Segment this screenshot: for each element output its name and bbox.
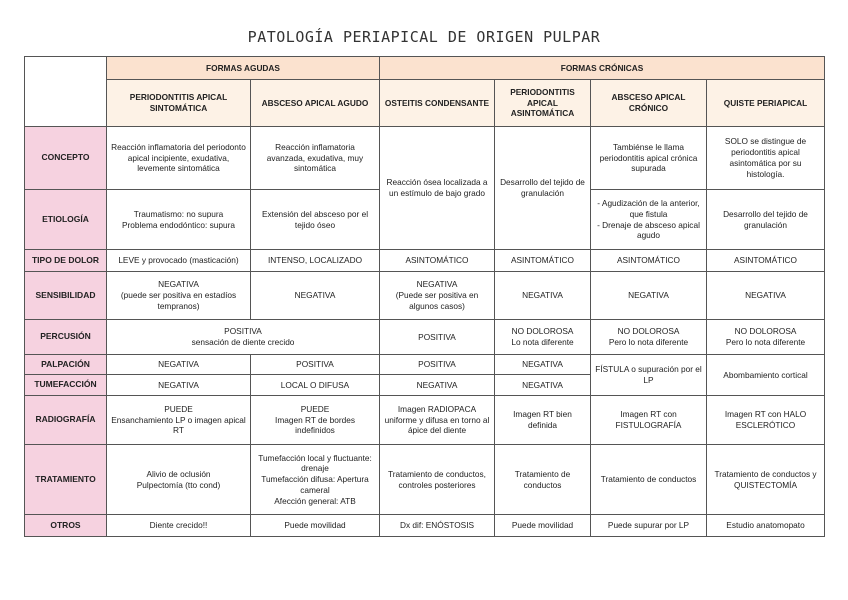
table-cell: Imagen RT bien definida [495, 396, 591, 445]
table-cell: NEGATIVA [495, 355, 591, 375]
table-cell: INTENSO, LOCALIZADO [251, 250, 380, 272]
table-cell: Diente crecido!! [107, 515, 251, 537]
table-cell: LOCAL O DIFUSA [251, 375, 380, 396]
table-cell: PUEDE Imagen RT de bordes indefinidos [251, 396, 380, 445]
table-cell: NEGATIVA [380, 375, 495, 396]
row-label: PERCUSIÓN [25, 320, 107, 355]
table-cell: NEGATIVA (Puede ser positiva en algunos casos) [380, 272, 495, 320]
table-row [25, 250, 825, 272]
table-row [25, 515, 825, 537]
table-row [25, 127, 825, 190]
table-cell: Extensión del absceso por el tejido óseo [251, 190, 380, 250]
column-header: QUISTE PERIAPICAL [707, 80, 825, 127]
table-row [25, 396, 825, 445]
table-cell: POSITIVA [251, 355, 380, 375]
table-cell: POSITIVA [380, 355, 495, 375]
table-cell: NEGATIVA [107, 355, 251, 375]
table-cell: NEGATIVA [591, 272, 707, 320]
table-cell: Dx dif: ENÓSTOSIS [380, 515, 495, 537]
table-cell: Reacción inflamatoria avanzada, exudativa, muy sintomática [251, 127, 380, 190]
table-cell: LEVE y provocado (masticación) [107, 250, 251, 272]
table-cell: NEGATIVA [495, 375, 591, 396]
row-label: SENSIBILIDAD [25, 272, 107, 320]
table-cell: POSITIVA [380, 320, 495, 355]
group-header-row [25, 57, 825, 80]
table-cell: NEGATIVA [251, 272, 380, 320]
table-cell: ASINTOMÁTICO [591, 250, 707, 272]
row-label: ETIOLOGÍA [25, 190, 107, 250]
table-cell: Puede supurar por LP [591, 515, 707, 537]
table-cell: Reacción ósea localizada a un estímulo de bajo grado [380, 127, 495, 250]
column-header: PERIODONTITIS APICAL SINTOMÁTICA [107, 80, 251, 127]
table-cell: NO DOLOROSA Pero lo nota diferente [591, 320, 707, 355]
table-cell: SOLO se distingue de periodontitis apical asintomática por su histología. [707, 127, 825, 190]
column-header: ABSCESO APICAL AGUDO [251, 80, 380, 127]
table-row [25, 445, 825, 515]
table-cell: ASINTOMÁTICO [380, 250, 495, 272]
table-cell: Tratamiento de conductos y QUISTECTOMÍA [707, 445, 825, 515]
table-cell: Desarrollo del tejido de granulación [707, 190, 825, 250]
row-label: CONCEPTO [25, 127, 107, 190]
column-header: PERIODONTITIS APICAL ASINTOMÁTICA [495, 80, 591, 127]
column-header: OSTEITIS CONDENSANTE [380, 80, 495, 127]
table-cell: - Agudización de la anterior, que fistula - Drenaje de absceso apical agudo [591, 190, 707, 250]
table-cell: PUEDE Ensanchamiento LP o imagen apical RT [107, 396, 251, 445]
table-cell: FÍSTULA o supuración por el LP [591, 355, 707, 396]
row-label: TIPO DE DOLOR [25, 250, 107, 272]
table-cell: NEGATIVA [495, 272, 591, 320]
table-cell: ASINTOMÁTICO [495, 250, 591, 272]
table-cell: Reacción inflamatoria del periodonto apical incipiente, exudativa, levemente sintomática [107, 127, 251, 190]
table-cell: Tratamiento de conductos [591, 445, 707, 515]
table-cell: Puede movilidad [251, 515, 380, 537]
page-title: PATOLOGÍA PERIAPICAL DE ORIGEN PULPAR [247, 28, 601, 46]
table-cell: Tumefacción local y fluctuante: drenaje Tumefacción difusa: Apertura cameral Afección general: ATB [251, 445, 380, 515]
table-row [25, 272, 825, 320]
table-row [25, 355, 825, 375]
group-header-cronicas: FORMAS CRÓNICAS [380, 57, 825, 80]
table-cell: Imagen RT con HALO ESCLERÓTICO [707, 396, 825, 445]
table-cell: Puede movilidad [495, 515, 591, 537]
corner-cell [25, 57, 107, 127]
table-cell: Alivio de oclusión Pulpectomía (tto cond) [107, 445, 251, 515]
table-cell: NEGATIVA [107, 375, 251, 396]
table-cell: POSITIVA sensación de diente crecido [107, 320, 380, 355]
table-cell: NEGATIVA (puede ser positiva en estadíos tempranos) [107, 272, 251, 320]
table-cell: NO DOLOROSA Lo nota diferente [495, 320, 591, 355]
row-label: TRATAMIENTO [25, 445, 107, 515]
column-header: ABSCESO APICAL CRÓNICO [591, 80, 707, 127]
table-cell: Tratamiento de conductos [495, 445, 591, 515]
table-cell: Tambiénse le llama periodontitis apical crónica supurada [591, 127, 707, 190]
row-label: PALPACIÓN [25, 355, 107, 375]
table-cell: Imagen RADIOPACA uniforme y difusa en torno al ápice del diente [380, 396, 495, 445]
table-cell: NEGATIVA [707, 272, 825, 320]
table-cell: Imagen RT con FISTULOGRAFÍA [591, 396, 707, 445]
row-label: TUMEFACCIÓN [25, 375, 107, 396]
table-cell: Traumatismo: no supura Problema endodóntico: supura [107, 190, 251, 250]
table-cell: Tratamiento de conductos, controles posteriores [380, 445, 495, 515]
table-cell: Desarrollo del tejido de granulación [495, 127, 591, 250]
row-label: OTROS [25, 515, 107, 537]
column-header-row [25, 80, 825, 127]
table-cell: ASINTOMÁTICO [707, 250, 825, 272]
table-cell: Estudio anatomopato [707, 515, 825, 537]
table-cell: Abombamiento cortical [707, 355, 825, 396]
periapical-pathology-table [24, 56, 825, 537]
row-label: RADIOGRAFÍA [25, 396, 107, 445]
group-header-agudas: FORMAS AGUDAS [107, 57, 380, 80]
table-cell: NO DOLOROSA Pero lo nota diferente [707, 320, 825, 355]
table-row [25, 320, 825, 355]
